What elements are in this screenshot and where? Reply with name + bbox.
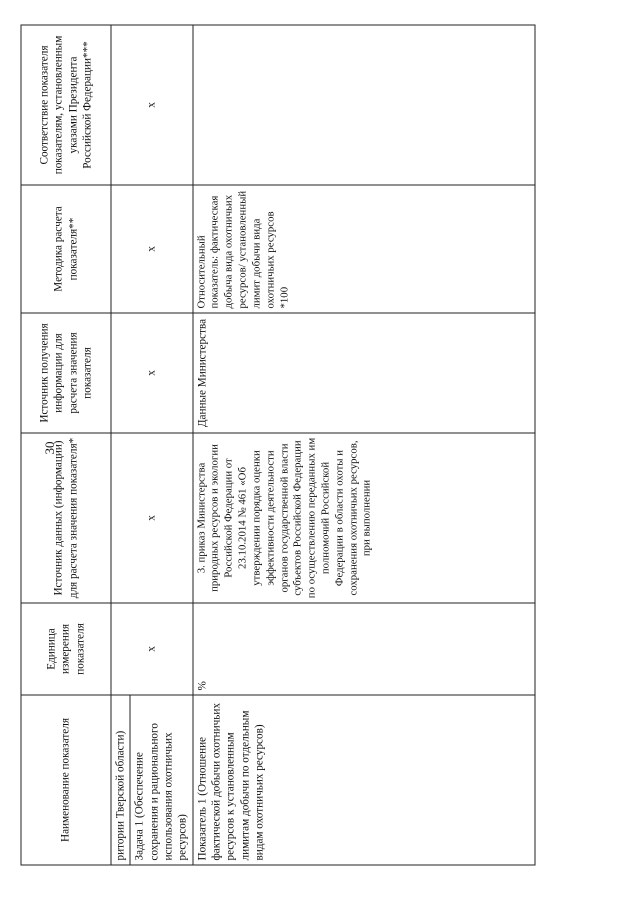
header-source: Источник данных (информации) для расчета значения показателя* [21,433,111,603]
rotated-table-wrapper [21,26,536,866]
row2-name: Показатель 1 (Отношение фактической добычи охотничьих ресурсов к установленным лимитам добычи по отдельным видам охотничьих ресурсов) [193,695,535,865]
header-method: Методика расчета показателя** [21,185,111,313]
header-name: Наименование показателя [21,695,111,865]
row2-method: Относительный показатель: фактическая добыча вида охотничьих ресурсов/ установленный лимит добычи вида охотничьих ресурсов *100 [193,185,535,313]
indicators-table [21,25,536,866]
row2-unit: % [193,603,535,695]
row2-decree [193,25,535,185]
row1-decree: x [111,25,193,185]
header-row [21,25,111,865]
row1-unit: x [111,603,193,695]
table-row [111,25,130,865]
row0-name: ритории Тверской области) [111,695,130,865]
row1-method: x [111,185,193,313]
row2-source: 3. приказ Министерства природных ресурсов и экологии Российской Федерации от 23.10.2014 № 461 «Об утверждении порядка оценки эффективности деятельности органов государственной власти субъектов Российской Федерации по осуществлению переданных им полномочий Российской Федерации в области охоты и сохранения охотничьих ресурсов, при выполнении [193,433,535,603]
header-origin: Источник получения информации для расчета значения показателя [21,313,111,433]
header-decree: Соответствие показателя показателям, установленным указами Президента Российской Федерации*** [21,25,111,185]
row1-name: Задача 1 (Обеспечение сохранения и рационального использования охотничьих ресурсов) [130,695,192,865]
table-row [193,25,535,865]
header-unit: Единица измерения показателя [21,603,111,695]
row1-source: x [111,433,193,603]
row1-origin: x [111,313,193,433]
row2-origin: Данные Министерства [193,313,535,433]
page-number: 30 [42,441,57,455]
